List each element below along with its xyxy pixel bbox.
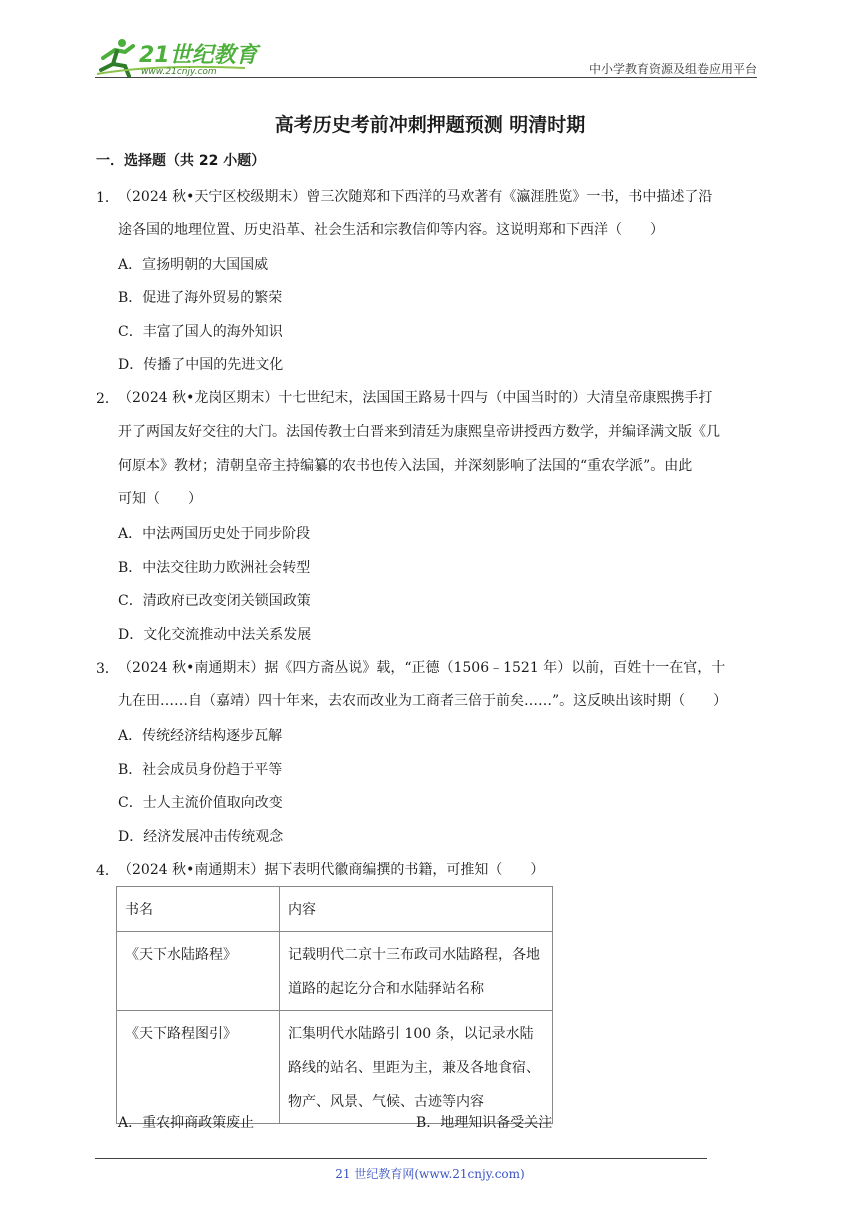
answer-option[interactable]: D．经济发展冲击传统观念 <box>118 829 284 845</box>
platform-name: 中小学教育资源及组卷应用平台 <box>588 62 757 76</box>
answer-option[interactable]: B．中法交往助力欧洲社会转型 <box>118 560 311 576</box>
question-text: （2024 秋•南通期末）据《四方斋丛说》载，“正德（1506﹣1521 年）以前，百姓十一在官，十 <box>118 660 726 676</box>
footer-link[interactable]: 21 世纪教育网(www.21cnjy.com) <box>335 1167 525 1181</box>
footer-divider <box>95 1158 707 1159</box>
logo-text: 21世纪教育 <box>139 43 258 68</box>
answer-option[interactable]: C．清政府已改变闭关锁国政策 <box>118 593 311 609</box>
question-text: （2024 秋•天宁区校级期末）曾三次随郑和下西洋的马欢著有《瀛涯胜览》一书，书中描述了沿 <box>118 189 713 205</box>
question-text: 九在田……自（嘉靖）四十年来，去农而改业为工商者三倍于前矣……”。这反映出该时期（ ） <box>118 693 728 709</box>
table-row <box>117 1011 553 1124</box>
question-number: 3． <box>96 661 119 677</box>
question-text: 途各国的地理位置、历史沿革、社会生活和宗教信仰等内容。这说明郑和下西洋（ ） <box>118 222 664 238</box>
table-cell: 汇集明代水陆路引 100 条，以记录水陆路线的站名、里距为主，兼及各地食宿、物产、风景、气候、古迹等内容 <box>280 1011 553 1124</box>
book-table <box>116 886 553 1124</box>
question-text: 可知（ ） <box>118 491 202 507</box>
table-cell: 《天下水陆路程》 <box>117 932 280 1011</box>
answer-option[interactable]: A．传统经济结构逐步瓦解 <box>118 728 283 744</box>
table-header-cell: 书名 <box>117 887 280 932</box>
runner-logo-icon <box>95 36 295 78</box>
table-header-row <box>117 887 553 932</box>
answer-option[interactable]: C．丰富了国人的海外知识 <box>118 324 283 340</box>
question-text: 何原本》教材；清朝皇帝主持编纂的农书也传入法国，并深刻影响了法国的“重农学派”。由此 <box>118 458 693 474</box>
answer-option[interactable]: B．地理知识备受关注 <box>416 1115 553 1131</box>
question-text: 开了两国友好交往的大门。法国传教士白晋来到清廷为康熙皇帝讲授西方数学，并编译满文版《几 <box>118 424 720 440</box>
answer-option[interactable]: A．宣扬明朝的大国国威 <box>118 257 269 273</box>
question-number: 1． <box>96 190 119 206</box>
question-number: 2． <box>96 391 119 407</box>
table-cell: 《天下路程图引》 <box>117 1011 280 1124</box>
table-header-cell: 内容 <box>280 887 553 932</box>
table-cell: 记载明代二京十三布政司水陆路程，各地道路的起讫分合和水陆驿站名称 <box>280 932 553 1011</box>
table-row <box>117 932 553 1011</box>
answer-option[interactable]: D．传播了中国的先进文化 <box>118 357 284 373</box>
header-divider <box>95 77 757 78</box>
page-title: 高考历史考前冲刺押题预测 明清时期 <box>274 114 586 136</box>
question-text: （2024 秋•南通期末）据下表明代徽商编撰的书籍，可推知（ ） <box>118 862 545 878</box>
answer-option[interactable]: B．促进了海外贸易的繁荣 <box>118 290 283 306</box>
answer-option[interactable]: A．中法两国历史处于同步阶段 <box>118 526 311 542</box>
brand-logo[interactable] <box>95 36 295 78</box>
answer-option[interactable]: C．士人主流价值取向改变 <box>118 795 283 811</box>
answer-option[interactable]: D．文化交流推动中法关系发展 <box>118 627 312 643</box>
answer-option[interactable]: B．社会成员身份趋于平等 <box>118 762 283 778</box>
question-number: 4． <box>96 863 119 879</box>
question-text: （2024 秋•龙岗区期末）十七世纪末，法国国王路易十四与（中国当时的）大清皇帝康熙携手打 <box>118 390 713 406</box>
logo-url: www.21cnjy.com <box>141 67 217 77</box>
page-header <box>95 34 757 80</box>
section-heading: 一．选择题（共 22 小题） <box>96 153 266 169</box>
answer-option[interactable]: A．重农抑商政策废止 <box>118 1115 255 1131</box>
